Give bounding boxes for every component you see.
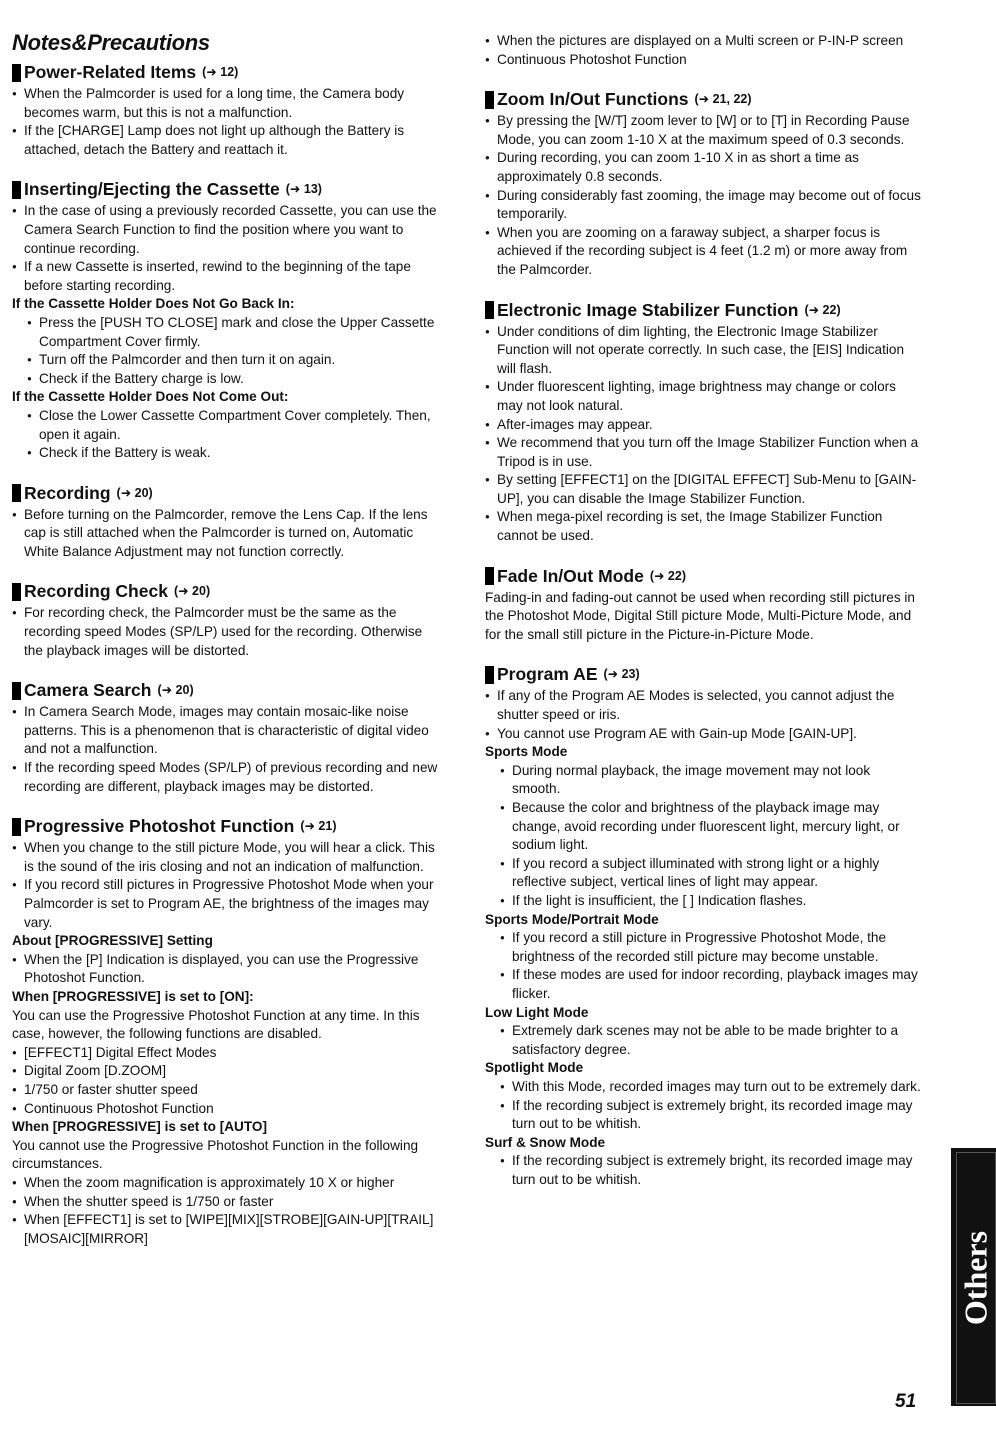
page-reference: (➜ 22) <box>804 302 841 317</box>
page-reference: (➜ 21, 22) <box>694 92 752 107</box>
paragraph: Fading-in and fading-out cannot be used when recording still pictures in the Photoshot Mode, Digital Still picture Mode, Multi-Picture Mode, and for the small still picture in the Picture-in-Picture Mode. <box>485 589 915 642</box>
heading-marker-icon <box>485 567 494 585</box>
list-item: ● Under fluorescent lighting, image brightness may change or colors may not look natural. <box>485 378 922 415</box>
page-reference: (➜ 23) <box>603 667 640 682</box>
section-heading <box>12 62 444 83</box>
subheading: Sports Mode <box>485 744 568 760</box>
list-item: ● Check if the Battery charge is low. <box>12 370 444 389</box>
list-item: ● When the pictures are displayed on a Multi screen or P-IN-P screen <box>485 32 922 51</box>
list-item: ● Continuous Photoshot Function <box>12 1100 444 1119</box>
list-item: ● If the [CHARGE] Lamp does not light up although the Battery is attached, detach the Battery and reattach it. <box>12 122 444 159</box>
list-item: ● Press the [PUSH TO CLOSE] mark and close the Upper Cassette Compartment Cover firmly. <box>12 314 444 351</box>
list-item: ● When the [P] Indication is displayed, you can use the Progressive Photoshot Function. <box>12 951 444 988</box>
page-reference: (➜ 22) <box>649 568 686 583</box>
list-item: ● You cannot use Program AE with Gain-up Mode [GAIN-UP]. <box>485 725 922 744</box>
section-heading <box>485 300 922 321</box>
section <box>12 483 444 562</box>
subheading: When [PROGRESSIVE] is set to [ON]: <box>12 988 254 1004</box>
section <box>12 62 444 159</box>
list-item: ● During considerably fast zooming, the image may become out of focus temporarily. <box>485 187 922 224</box>
subheading: Spotlight Mode <box>485 1060 584 1076</box>
list-item: ● When the zoom magnification is approximately 10 X or higher <box>12 1174 444 1193</box>
section <box>485 566 922 645</box>
heading-marker-icon <box>485 666 494 684</box>
list-item: ● Under conditions of dim lighting, the Electronic Image Stabilizer Function will not operate correctly. In such case, the [EIS] Indication will flash. <box>485 323 922 379</box>
section-heading-text: Progressive Photoshot Function <box>24 816 295 837</box>
right-column <box>485 32 922 1209</box>
section-heading-text: Camera Search <box>24 680 152 701</box>
section <box>485 664 922 1189</box>
list-item: ● If the recording speed Modes (SP/LP) of previous recording and new recording are different, playback images may be distorted. <box>12 759 444 796</box>
section-heading <box>485 566 922 587</box>
list-item: ● If these modes are used for indoor recording, playback images may flicker. <box>485 966 922 1003</box>
list-item: ● If you record a still picture in Progressive Photoshot Mode, the brightness of the recorded still picture may become unstable. <box>485 929 922 966</box>
list-item: ● When you change to the still picture Mode, you will hear a click. This is the sound of the iris closing and not an indication of malfunction. <box>12 839 444 876</box>
page-reference: (➜ 20) <box>157 683 194 698</box>
list-item: ● If the recording subject is extremely bright, its recorded image may turn out to be whitish. <box>485 1097 922 1134</box>
list-item: ● During recording, you can zoom 1-10 X in as short a time as approximately 0.8 seconds. <box>485 149 922 186</box>
section-heading-text: Electronic Image Stabilizer Function <box>497 299 799 320</box>
list-item: ● For recording check, the Palmcorder must be the same as the recording speed Modes (SP/LP) used for the recording. Otherwise the playback images will be distorted. <box>12 604 444 660</box>
list-item: ● In Camera Search Mode, images may contain mosaic-like noise patterns. This is a phenomenon that is characteristic of digital video and not a malfunction. <box>12 703 444 759</box>
section <box>12 581 444 660</box>
subheading: If the Cassette Holder Does Not Go Back In: <box>12 296 295 312</box>
heading-marker-icon <box>12 583 21 601</box>
list-item: ● Digital Zoom [D.ZOOM] <box>12 1062 444 1081</box>
section-heading-text: Fade In/Out Mode <box>497 565 644 586</box>
subheading: When [PROGRESSIVE] is set to [AUTO] <box>12 1119 268 1135</box>
subheading: About [PROGRESSIVE] Setting <box>12 933 213 949</box>
list-item: ● Turn off the Palmcorder and then turn it on again. <box>12 351 444 370</box>
section-heading <box>12 581 444 602</box>
page-reference: (➜ 20) <box>116 485 153 500</box>
page-reference: (➜ 20) <box>173 584 211 599</box>
left-column <box>12 62 444 1268</box>
list-item: ● When you are zooming on a faraway subject, a sharper focus is achieved if the recording subject is 4 feet (1.2 m) or more away from the Palmcorder. <box>485 224 922 280</box>
list-item: ● Close the Lower Cassette Compartment Cover completely. Then, open it again. <box>12 407 444 444</box>
page-number: 51 <box>895 1391 917 1412</box>
heading-marker-icon <box>12 64 21 82</box>
section-heading-text: Recording Check <box>24 581 168 602</box>
list-item: ● When [EFFECT1] is set to [WIPE][MIX][STROBE][GAIN-UP][TRAIL][MOSAIC][MIRROR] <box>12 1211 444 1248</box>
section-heading-text: Inserting/Ejecting the Cassette <box>24 179 280 200</box>
subheading: Low Light Mode <box>485 1004 589 1020</box>
section-heading-text: Program AE <box>497 664 598 685</box>
list-item: ● If the recording subject is extremely bright, its recorded image may turn out to be whitish. <box>485 1152 922 1189</box>
page-reference: (➜ 21) <box>300 819 337 834</box>
heading-marker-icon <box>12 181 21 199</box>
paragraph: You cannot use the Progressive Photoshot Function in the following circumstances. <box>12 1137 419 1172</box>
list-item: ● If you record a subject illuminated with strong light or a highly reflective subject, vertical lines of light may appear. <box>485 855 922 892</box>
list-item: ● Continuous Photoshot Function <box>485 51 922 70</box>
page-reference: (➜ 12) <box>202 65 239 79</box>
heading-marker-icon <box>12 484 21 502</box>
list-item: ● When the Palmcorder is used for a long time, the Camera body becomes warm, but this is not a malfunction. <box>12 85 444 122</box>
subheading: If the Cassette Holder Does Not Come Out: <box>12 389 289 405</box>
paragraph: You can use the Progressive Photoshot Function at any time. In this case, however, the following functions are disabled. <box>12 1007 420 1042</box>
list-item: ● If you record still pictures in Progressive Photoshot Mode when your Palmcorder is set to Program AE, the brightness of the images may vary. <box>12 876 444 932</box>
list-item: ● If the light is insufficient, the [ ] Indication flashes. <box>485 892 922 911</box>
heading-marker-icon <box>12 682 21 700</box>
list-item: ● In the case of using a previously recorded Cassette, you can use the Camera Search Function to find the position where you want to continue recording. <box>12 202 444 258</box>
section-heading <box>485 89 922 110</box>
list-item: ● Extremely dark scenes may not be able to be made brighter to a satisfactory degree. <box>485 1022 922 1059</box>
section <box>485 32 922 69</box>
list-item: ● Because the color and brightness of the playback image may change, avoid recording under fluorescent light, mercury light, or sodium light. <box>485 799 922 855</box>
list-item: ● 1/750 or faster shutter speed <box>12 1081 444 1100</box>
section-heading-text: Recording <box>24 482 111 503</box>
list-item: ● With this Mode, recorded images may turn out to be extremely dark. <box>485 1078 922 1097</box>
section-heading-text: Zoom In/Out Functions <box>497 89 689 110</box>
list-item: ● Check if the Battery is weak. <box>12 444 444 463</box>
section-heading <box>12 680 444 701</box>
page-title: Notes&Precautions <box>12 30 210 55</box>
section-heading <box>485 664 922 685</box>
subheading: Sports Mode/Portrait Mode <box>485 911 659 927</box>
list-item: ● [EFFECT1] Digital Effect Modes <box>12 1044 444 1063</box>
section-heading <box>12 179 444 200</box>
list-item: ● If a new Cassette is inserted, rewind to the beginning of the tape before starting recording. <box>12 258 444 295</box>
section-heading <box>12 483 444 504</box>
list-item: ● After-images may appear. <box>485 416 922 435</box>
section-tab <box>951 1148 996 1406</box>
section <box>485 300 922 546</box>
page-reference: (➜ 13) <box>285 182 322 197</box>
heading-marker-icon <box>485 91 494 109</box>
list-item: ● By pressing the [W/T] zoom lever to [W] or to [T] in Recording Pause Mode, you can zoom 1-10 X at the maximum speed of 0.3 seconds. <box>485 112 922 149</box>
list-item: ● When mega-pixel recording is set, the Image Stabilizer Function cannot be used. <box>485 508 922 545</box>
section <box>12 816 444 1248</box>
section <box>485 89 922 279</box>
subheading: Surf & Snow Mode <box>485 1134 606 1150</box>
section-tab-label: Others <box>957 1230 994 1326</box>
list-item: ● If any of the Program AE Modes is selected, you cannot adjust the shutter speed or iris. <box>485 687 922 724</box>
heading-marker-icon <box>12 818 21 836</box>
section <box>12 680 444 796</box>
list-item: ● During normal playback, the image movement may not look smooth. <box>485 762 922 799</box>
heading-marker-icon <box>485 301 494 319</box>
list-item: ● When the shutter speed is 1/750 or faster <box>12 1193 444 1212</box>
section-heading <box>12 816 444 837</box>
list-item: ● By setting [EFFECT1] on the [DIGITAL EFFECT] Sub-Menu to [GAIN-UP], you can disable the Image Stabilizer Function. <box>485 471 922 508</box>
section-heading-text: Power-Related Items <box>24 62 197 82</box>
list-item: ● We recommend that you turn off the Image Stabilizer Function when a Tripod is in use. <box>485 434 922 471</box>
list-item: ● Before turning on the Palmcorder, remove the Lens Cap. If the lens cap is still attached when the Palmcorder is turned on, Automatic White Balance Adjustment may not function correctly. <box>12 506 444 562</box>
section <box>12 179 444 462</box>
